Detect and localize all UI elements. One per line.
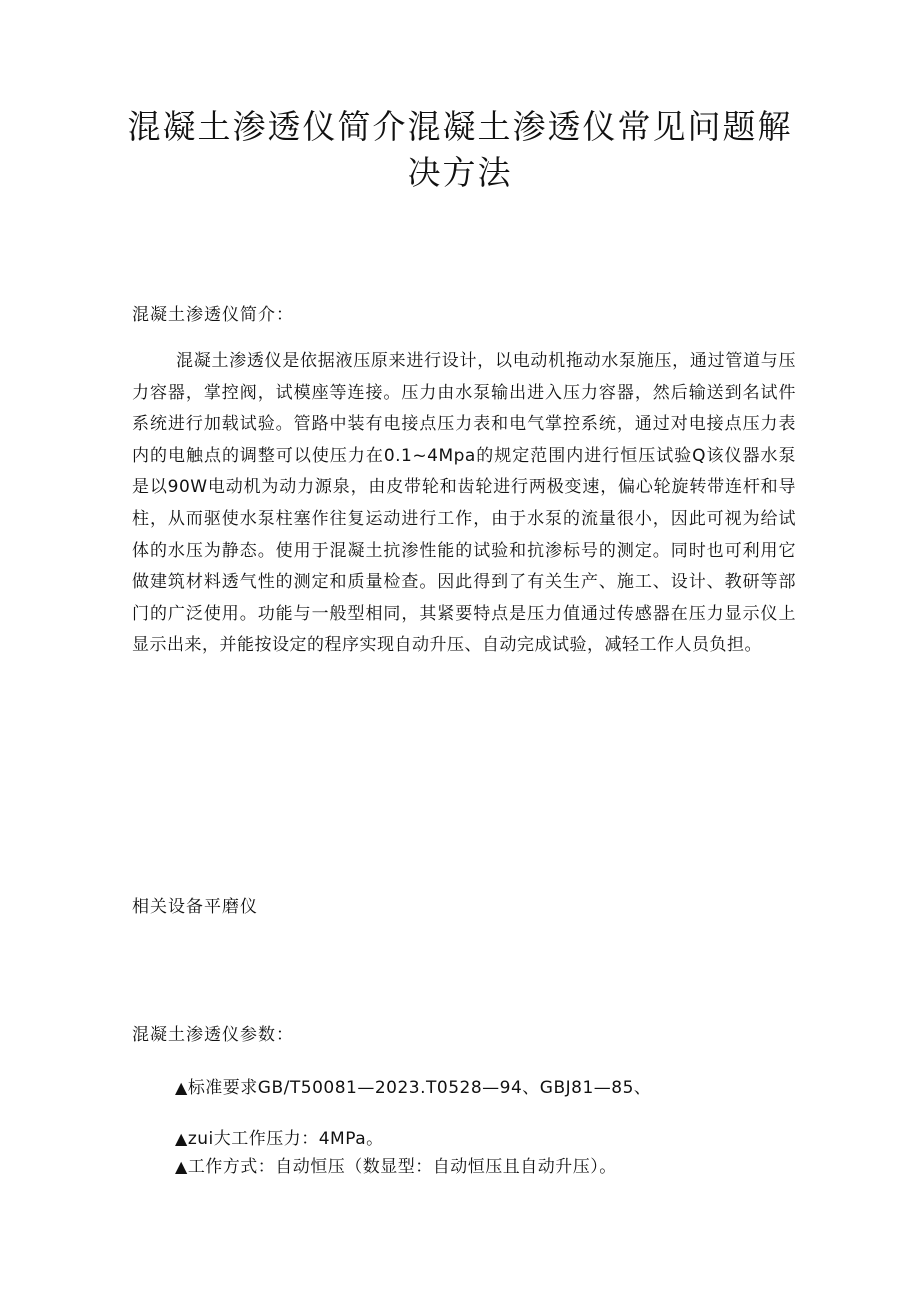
parameter-item: [175, 1076, 651, 1100]
parameter-item: [175, 1127, 384, 1151]
intro-heading: 混凝土渗透仪简介：: [132, 305, 294, 325]
bullet-triangle-icon: ▲: [175, 1078, 188, 1097]
related-equipment-heading: 相关设备平磨仪: [132, 897, 258, 917]
parameter-text: 工作方式：自动恒压（数显型：自动恒压且自动升压）。: [187, 1157, 617, 1177]
parameter-text: zui大工作压力：4MPa。: [187, 1129, 384, 1149]
parameter-item: [175, 1155, 617, 1179]
title-line-1: 混凝土渗透仪简介混凝土渗透仪常见问题解: [127, 107, 793, 146]
parameters-heading: 混凝土渗透仪参数：: [132, 1025, 294, 1045]
intro-paragraph: 混凝土渗透仪是依据液压原来进行设计，以电动机拖动水泵施压，通过管道与压力容器，掌控阀，试模座等连接。压力由水泵输出进入压力容器，然后输送到名试件系统进行加载试验。管路中装有电接点压力表和电气掌控系统，通过对电接点压力表内的电触点的调整可以使压力在0.1~4Mpa的规定范围内进行恒压试验Q该仪器水泵是以90W电动机为动力源泉，由皮带轮和齿轮进行两极变速，偏心轮旋转带连杆和导柱，从而驱使水泵柱塞作往复运动进行工作，由于水泵的流量很小，因此可视为给试体的水压为静态。使用于混凝土抗渗性能的试验和抗渗标号的测定。同时也可利用它做建筑材料透气性的测定和质量检查。因此得到了有关生产、施工、设计、教研等部门的广泛使用。功能与一般型相同，其紧要特点是压力值通过传感器在压力显示仪上显示出来，并能按设定的程序实现自动升压、自动完成试验，减轻工作人员负担。: [132, 351, 796, 656]
document-title: [110, 104, 810, 196]
bullet-triangle-icon: ▲: [175, 1129, 188, 1148]
parameter-text: 标准要求GB/T50081—2023.T0528—94、GBJ81—85、: [187, 1078, 652, 1098]
bullet-triangle-icon: ▲: [175, 1157, 188, 1176]
title-line-2: 决方法: [407, 153, 513, 192]
